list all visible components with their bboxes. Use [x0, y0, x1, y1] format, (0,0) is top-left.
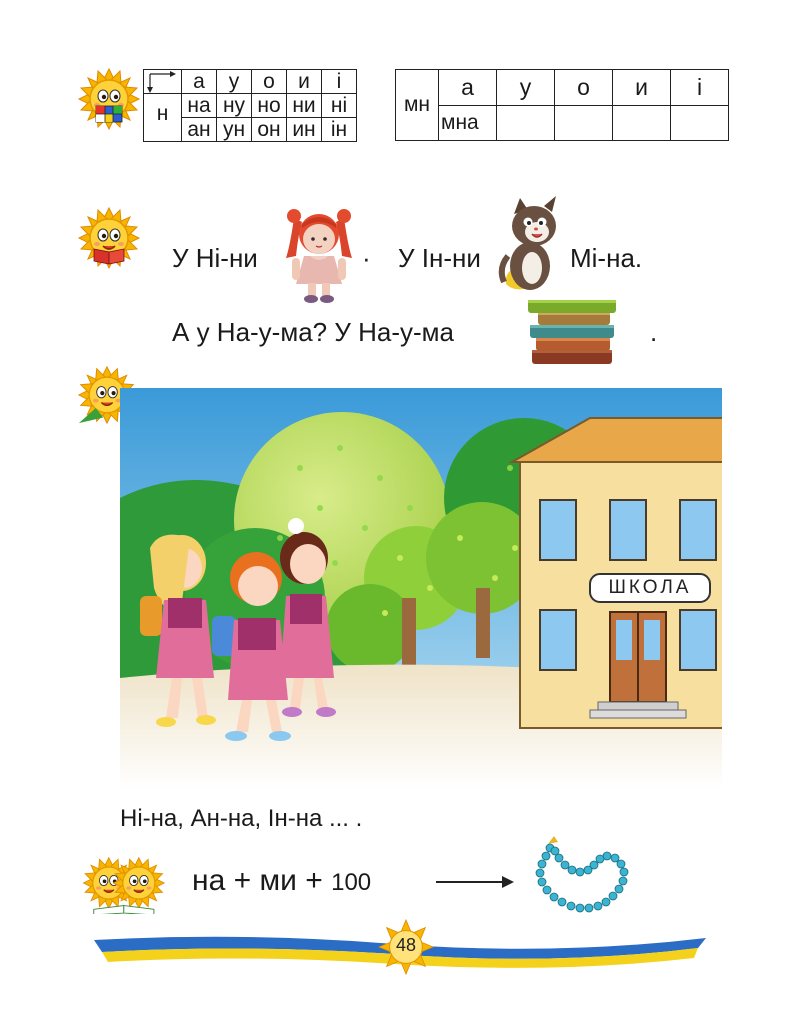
- vowel-cell: і: [322, 70, 357, 94]
- reading-text: .: [650, 317, 658, 347]
- school-sign: ШКОЛА: [608, 577, 692, 598]
- syllable-mi: ми: [259, 864, 297, 897]
- vowel-cell: и: [613, 70, 671, 106]
- vowel-cell: і: [671, 70, 729, 106]
- reading-text: Мі-на.: [570, 243, 643, 273]
- syllable-cell: [497, 105, 555, 141]
- syllable-cell: ни: [287, 94, 322, 118]
- syllable-cell: он: [252, 118, 287, 142]
- vowel-cell: о: [555, 70, 613, 106]
- plus-sign: +: [305, 864, 323, 897]
- reading-text: У Ін-ни: [398, 243, 481, 273]
- syllable-cell: [671, 105, 729, 141]
- syllable-cell: ун: [217, 118, 252, 142]
- plus-sign: +: [233, 864, 252, 897]
- vowel-cell: у: [217, 70, 252, 94]
- vowel-cell: а: [182, 70, 217, 94]
- syllable-cell: [613, 105, 671, 141]
- direction-arrows-icon: [144, 70, 182, 94]
- syllable-na: на: [192, 864, 226, 897]
- syllable-table-n: [143, 69, 357, 142]
- sunflower-pair-icon: [76, 852, 166, 914]
- syllable-sum: [192, 864, 371, 898]
- syllable-cell: на: [182, 94, 217, 118]
- beads-necklace-picture: [528, 834, 632, 916]
- school-scene-picture: [120, 388, 722, 790]
- names-line: Ні-на, Ан-на, Ін-на ... .: [120, 805, 363, 832]
- vowel-cell: о: [252, 70, 287, 94]
- sunflower-cube-icon: [76, 66, 142, 132]
- syllable-cell: ін: [322, 118, 357, 142]
- syllable-table-mn: [395, 69, 729, 141]
- vowel-cell: у: [497, 70, 555, 106]
- vowel-cell: и: [287, 70, 322, 94]
- reading-text: А у На-у-ма? У На-у-ма: [172, 317, 454, 347]
- consonant-cell: н: [144, 94, 182, 142]
- arrow-right-icon: [436, 872, 516, 892]
- vowel-cell: а: [439, 70, 497, 106]
- syllable-cell: ин: [287, 118, 322, 142]
- syllable-cell: ну: [217, 94, 252, 118]
- syllable-cell: но: [252, 94, 287, 118]
- syllable-cell: ан: [182, 118, 217, 142]
- cat-picture: [494, 196, 564, 294]
- page-number: 48: [395, 935, 417, 955]
- syllable-cell: ні: [322, 94, 357, 118]
- number-100: 100: [331, 869, 372, 896]
- books-picture: [526, 298, 622, 370]
- separator-dot: ·: [362, 243, 371, 273]
- cluster-cell: мн: [396, 70, 439, 141]
- doll-picture: [280, 206, 358, 304]
- syllable-cell: мна: [439, 105, 497, 141]
- sunflower-reading-icon: [76, 205, 142, 271]
- syllable-cell: [555, 105, 613, 141]
- reading-text: У Ні-ни: [172, 243, 258, 273]
